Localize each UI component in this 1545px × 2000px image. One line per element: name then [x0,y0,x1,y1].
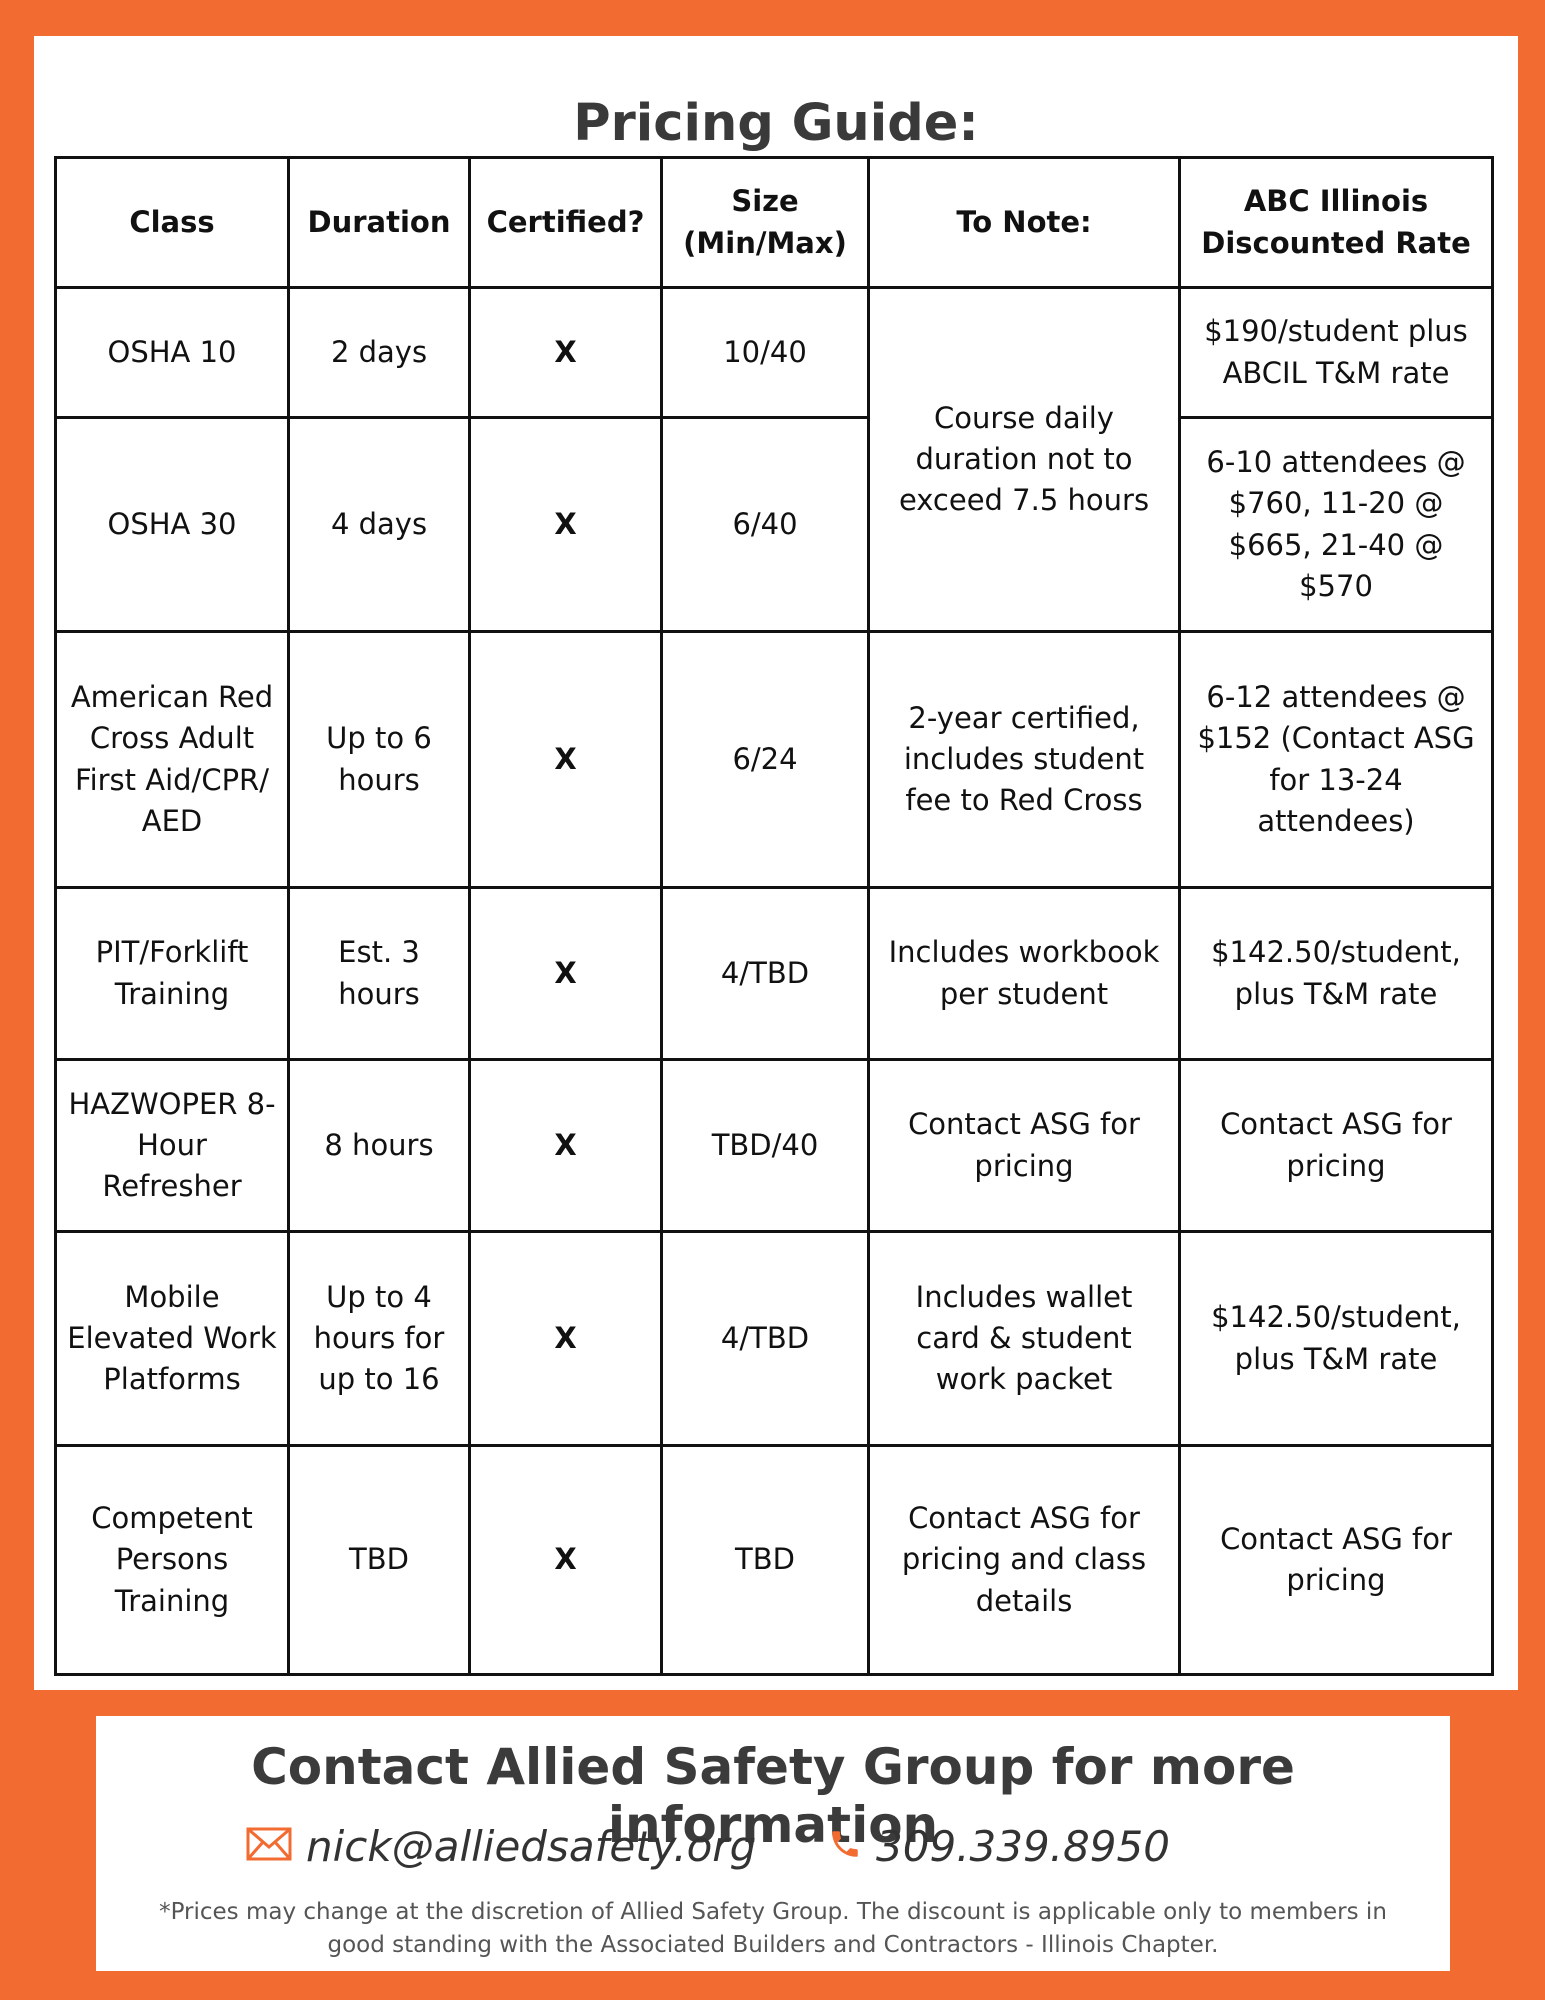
pricing-sheet [34,36,1518,1690]
cell-rate: $190/student plus ABCIL T&M rate [1180,288,1493,418]
cell-rate: Contact ASG for pricing [1180,1060,1493,1232]
cell-class: PIT/Forklift Training [56,888,289,1060]
cell-class: American Red Cross Adult First Aid/CPR/ AED [56,632,289,888]
header-rate: ABC Illinois Discounted Rate [1180,158,1493,288]
cell-size: 10/40 [662,288,869,418]
table-row [56,888,1493,1060]
cell-duration: 8 hours [289,1060,470,1232]
header-size: Size (Min/Max) [662,158,869,288]
cell-size: 4/TBD [662,888,869,1060]
envelope-icon [246,1827,292,1865]
cell-certified: X [470,1232,662,1446]
contact-row [96,1816,1450,1876]
header-class: Class [56,158,289,288]
cell-rate: $142.50/student, plus T&M rate [1180,888,1493,1060]
cell-certified: X [470,1060,662,1232]
cell-certified: X [470,418,662,632]
cell-duration: Up to 6 hours [289,632,470,888]
table-row [56,288,1493,418]
cell-class: HAZWOPER 8-Hour Refresher [56,1060,289,1232]
pricing-table [54,156,1494,1676]
cell-class: OSHA 10 [56,288,289,418]
cell-duration: Est. 3 hours [289,888,470,1060]
cell-class: Competent Persons Training [56,1446,289,1675]
cell-duration: 4 days [289,418,470,632]
table-row [56,418,1493,632]
cell-note: Includes wallet card & student work packet [869,1232,1180,1446]
header-certified: Certified? [470,158,662,288]
table-row [56,1446,1493,1675]
cell-size: TBD/40 [662,1060,869,1232]
cell-rate: $142.50/student, plus T&M rate [1180,1232,1493,1446]
cell-certified: X [470,1446,662,1675]
email-contact[interactable] [246,1816,756,1876]
phone-contact[interactable] [828,1816,1170,1876]
cell-rate: Contact ASG for pricing [1180,1446,1493,1675]
cell-size: 6/24 [662,632,869,888]
cell-note: Contact ASG for pricing [869,1060,1180,1232]
table-row [56,1060,1493,1232]
cell-note: 2-year certified, includes student fee to Red Cross [869,632,1180,888]
header-note: To Note: [869,158,1180,288]
disclaimer-text: *Prices may change at the discretion of Allied Safety Group. The discount is applicable only to members in good standing with the Associated Builders and Contractors - Illinois Chapter. [159,1899,1387,1959]
table-row [56,1232,1493,1446]
cell-note: Includes workbook per student [869,888,1180,1060]
cell-duration: Up to 4 hours for up to 16 [289,1232,470,1446]
phone-link[interactable]: 309.339.8950 [876,1821,1170,1871]
cell-rate: 6-10 attendees @ $760, 11-20 @ $665, 21-40 @ $570 [1180,418,1493,632]
phone-icon [828,1827,862,1865]
cell-duration: 2 days [289,288,470,418]
cell-certified: X [470,632,662,888]
page-title: Pricing Guide: [573,94,979,153]
email-link[interactable]: nick@alliedsafety.org [306,1821,757,1871]
cell-size: 6/40 [662,418,869,632]
contact-heading: Contact Allied Safety Group for more information [251,1738,1295,1854]
header-duration: Duration [289,158,470,288]
cell-note: Contact ASG for pricing and class details [869,1446,1180,1675]
cell-rate: 6-12 attendees @ $152 (Contact ASG for 13-24 attendees) [1180,632,1493,888]
cell-size: 4/TBD [662,1232,869,1446]
cell-size: TBD [662,1446,869,1675]
cell-certified: X [470,288,662,418]
cell-class: Mobile Elevated Work Platforms [56,1232,289,1446]
cell-duration: TBD [289,1446,470,1675]
cell-note: Course daily duration not to exceed 7.5 hours [869,288,1180,632]
table-row [56,632,1493,888]
cell-certified: X [470,888,662,1060]
table-header-row [56,158,1493,288]
contact-box [96,1716,1450,1971]
cell-class: OSHA 30 [56,418,289,632]
